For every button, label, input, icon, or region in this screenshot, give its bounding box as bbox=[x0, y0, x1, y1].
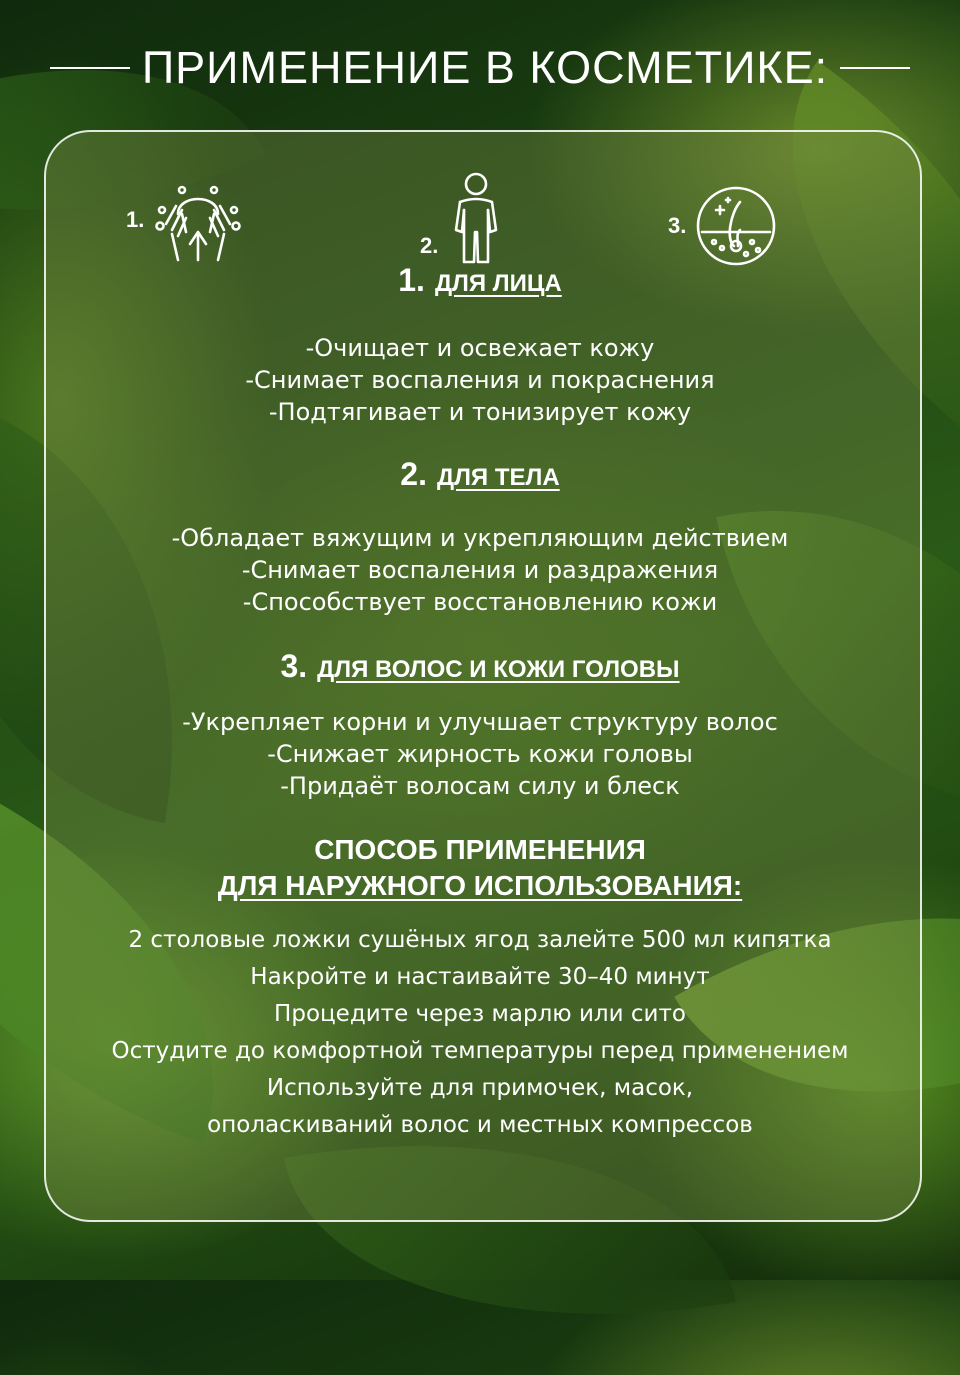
list-item: Накройте и настаивайте 30–40 минут bbox=[250, 964, 710, 990]
section-face-heading bbox=[0, 262, 960, 299]
list-item: -Укрепляет корни и улучшает структуру волос bbox=[182, 708, 778, 736]
list-item: ополаскиваний волос и местных компрессов bbox=[207, 1112, 753, 1138]
header-divider-right bbox=[840, 67, 910, 69]
list-item: Используйте для примочек, масок, bbox=[266, 1075, 694, 1101]
section-title: ДЛЯ ВОЛОС И КОЖИ ГОЛОВЫ bbox=[317, 656, 680, 683]
section-hair-heading bbox=[0, 648, 960, 685]
list-item: -Придаёт волосам силу и блеск bbox=[280, 772, 680, 800]
list-item: -Подтягивает и тонизирует кожу bbox=[268, 398, 692, 426]
list-item: -Снимает воспаления и покраснения bbox=[245, 366, 715, 394]
list-item: -Способствует восстановлению кожи bbox=[242, 588, 718, 616]
list-item: -Обладает вяжущим и укрепляющим действием bbox=[171, 524, 789, 552]
face-washing-icon bbox=[152, 174, 244, 266]
section-body-heading bbox=[0, 456, 960, 493]
method-title-line2: ДЛЯ НАРУЖНОГО ИСПОЛЬЗОВАНИЯ: bbox=[217, 870, 743, 901]
list-item: Остудите до комфортной температуры перед применением bbox=[111, 1038, 849, 1064]
section-body-lines bbox=[0, 522, 960, 618]
method-title bbox=[0, 832, 960, 904]
page-title: ПРИМЕНЕНИЕ В КОСМЕТИКЕ: bbox=[141, 42, 829, 93]
list-item: -Снимает воспаления и раздражения bbox=[241, 556, 719, 584]
icon-number: 1. bbox=[126, 207, 145, 232]
hair-scalp-icon bbox=[694, 184, 778, 268]
section-title: ДЛЯ ТЕЛА bbox=[436, 464, 560, 491]
icons-row bbox=[0, 170, 960, 270]
list-item: 2 столовые ложки сушёных ягод залейте 500 мл кипятка bbox=[128, 927, 832, 953]
section-number: 3. bbox=[280, 648, 308, 684]
section-hair-lines bbox=[0, 706, 960, 802]
section-number: 1. bbox=[398, 262, 425, 298]
icon-group-body bbox=[420, 170, 506, 266]
section-title: ДЛЯ ЛИЦА bbox=[434, 270, 562, 297]
icon-group-face bbox=[126, 174, 244, 266]
icon-group-hair bbox=[668, 184, 778, 268]
method-title-line1: СПОСОБ ПРИМЕНЕНИЯ bbox=[314, 834, 646, 865]
list-item: -Снижает жирность кожи головы bbox=[267, 740, 693, 768]
page-header bbox=[0, 38, 960, 98]
icon-number: 3. bbox=[668, 213, 687, 238]
section-number: 2. bbox=[400, 456, 427, 492]
list-item: Процедите через марлю или сито bbox=[274, 1001, 686, 1027]
method-lines bbox=[0, 922, 960, 1144]
header-divider-left bbox=[50, 67, 130, 69]
icon-number: 2. bbox=[420, 233, 439, 258]
body-person-icon bbox=[446, 170, 506, 266]
section-face-lines bbox=[0, 332, 960, 428]
list-item: -Очищает и освежает кожу bbox=[305, 334, 655, 362]
